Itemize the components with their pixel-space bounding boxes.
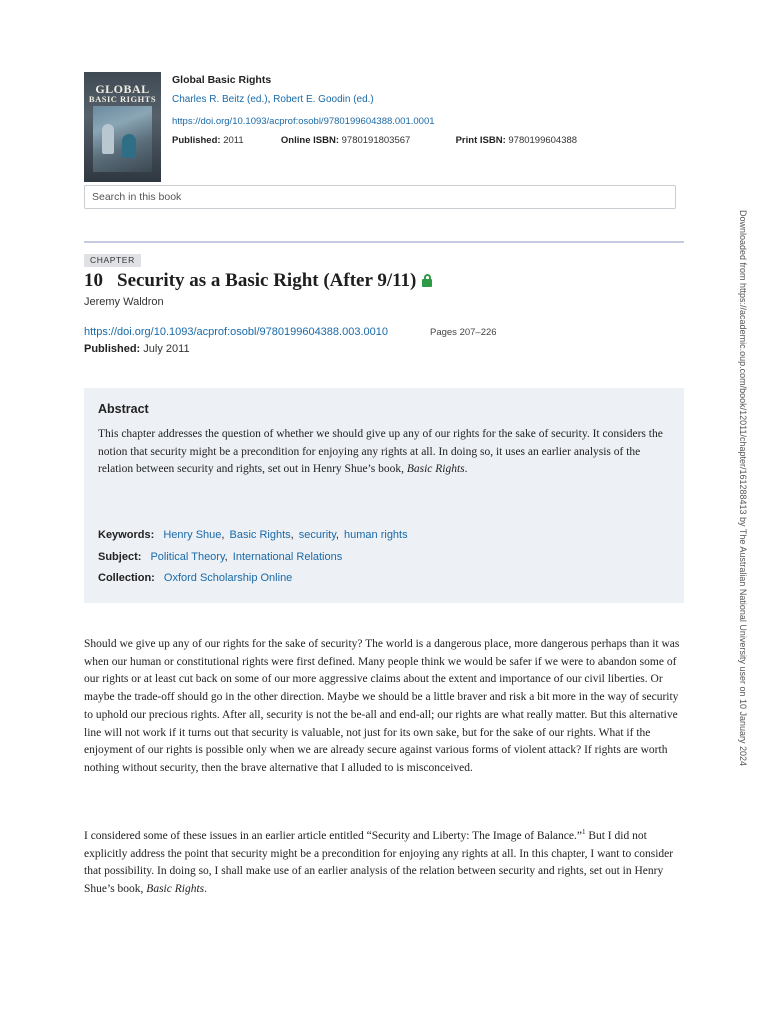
- cover-figure: [102, 124, 114, 154]
- keyword-link[interactable]: security: [298, 529, 336, 541]
- chapter-number: 10: [84, 270, 103, 291]
- divider: [84, 241, 684, 243]
- chapter-author[interactable]: Jeremy Waldron: [84, 296, 164, 308]
- published-label: Published:: [172, 135, 221, 146]
- print-isbn-value: 9780199604388: [508, 135, 578, 146]
- chapter-tag: CHAPTER: [84, 254, 141, 267]
- chapter-title: [84, 270, 432, 292]
- print-isbn-label: Print ISBN:: [455, 135, 506, 146]
- chapter-pages: Pages 207–226: [430, 327, 497, 338]
- cover-title-line1: GLOBAL: [95, 82, 150, 96]
- chapter-doi-link[interactable]: https://doi.org/10.1093/acprof:osobl/9780199604388.003.0010: [84, 326, 388, 338]
- editor-link[interactable]: Robert E. Goodin (ed.): [273, 94, 374, 105]
- keyword-link[interactable]: human rights: [344, 529, 408, 541]
- download-note: Downloaded from https://academic.oup.com/book/12011/chapter/161288413 by The Australian National University user on 10 January 2024: [738, 210, 748, 767]
- published-value: 2011: [223, 135, 244, 146]
- collection-label: Collection:: [98, 572, 155, 584]
- book-cover[interactable]: [84, 72, 161, 182]
- published-value: July 2011: [143, 343, 190, 355]
- download-watermark: [734, 210, 750, 814]
- keyword-link[interactable]: Henry Shue: [163, 529, 222, 541]
- book-meta: [172, 72, 577, 148]
- collection-row: [98, 572, 292, 584]
- published-label: Published:: [84, 343, 141, 355]
- book-editors: Charles R. Beitz (ed.), Robert E. Goodin (ed.): [172, 94, 374, 105]
- keyword-link[interactable]: Basic Rights: [229, 529, 291, 541]
- abstract-box: [84, 388, 684, 603]
- cover-figure: [122, 134, 136, 158]
- keywords-row: Keywords: Henry Shue, Basic Rights, security, human rights: [98, 529, 408, 541]
- book-publication-row: [172, 133, 577, 148]
- subject-row: Subject: Political Theory, International Relations: [98, 551, 343, 563]
- unlock-icon: [422, 274, 432, 287]
- editor-link[interactable]: Charles R. Beitz (ed.): [172, 94, 268, 105]
- chapter-published: [84, 343, 190, 355]
- book-doi-link[interactable]: https://doi.org/10.1093/acprof:osobl/9780199604388.001.0001: [172, 116, 435, 127]
- abstract-text: This chapter addresses the question of whether we should give up any of our rights for the sake of security. It considers the notion that security might be a precondition for enjoying any rights at all. In doing so, it uses an earlier analysis of the relation between security and rights, set out in Henry Shue’s book, Basic Rights.: [98, 428, 663, 475]
- subject-link[interactable]: Political Theory: [150, 551, 225, 563]
- keywords-label: Keywords:: [98, 529, 155, 541]
- search-input[interactable]: Search in this book: [84, 185, 676, 209]
- collection-link[interactable]: Oxford Scholarship Online: [163, 572, 293, 584]
- subject-link[interactable]: International Relations: [232, 551, 343, 563]
- body-paragraph: I considered some of these issues in an earlier article entitled “Security and Liberty: The Image of Balance.”$^1$ But I did not explicitly address the point that security might be a precondition for enjoying any rights at all. In this chapter, I want to consider that possibility. In doing so, I shall make use of an earlier analysis of the relation between security and rights, set out in Henry Shue’s book, Basic Rights.: [84, 828, 674, 895]
- footnote-link[interactable]: 1: [581, 828, 586, 836]
- cover-title-line2: BASIC RIGHTS: [88, 94, 157, 104]
- online-isbn-label: Online ISBN:: [280, 135, 339, 146]
- body-paragraph: Should we give up any of our rights for the sake of security? The world is a dangerous place, more dangerous perhaps than it was when our human or constitutional rights were first defined. Many people think we would be safer if we were to abandon some of our rights or at least cut back on some of our more aggressive claims about the extent and importance of our civil liberties. Or maybe the trade-off should go in the other direction. Maybe we should be a little braver and risk a bit more in the way of security to uphold our precious rights. After all, security is not the be-all and end-all; our rights are what really matter. But this alternative line will not work if it turns out that security is valuable, not just for its own sake, but for the sake of our rights. What if the enjoyment of our rights is possible only when we are already secure against various forms of violent attack? If rights are worth nothing without security, then the brave alternative that I alluded to is misconceived.: [84, 638, 680, 774]
- subject-label: Subject:: [98, 551, 142, 563]
- abstract-heading: Abstract: [98, 402, 149, 416]
- online-isbn-value: 9780191803567: [341, 135, 411, 146]
- book-title[interactable]: Global Basic Rights: [172, 74, 272, 86]
- chapter-title-text: Security as a Basic Right (After 9/11): [117, 270, 417, 291]
